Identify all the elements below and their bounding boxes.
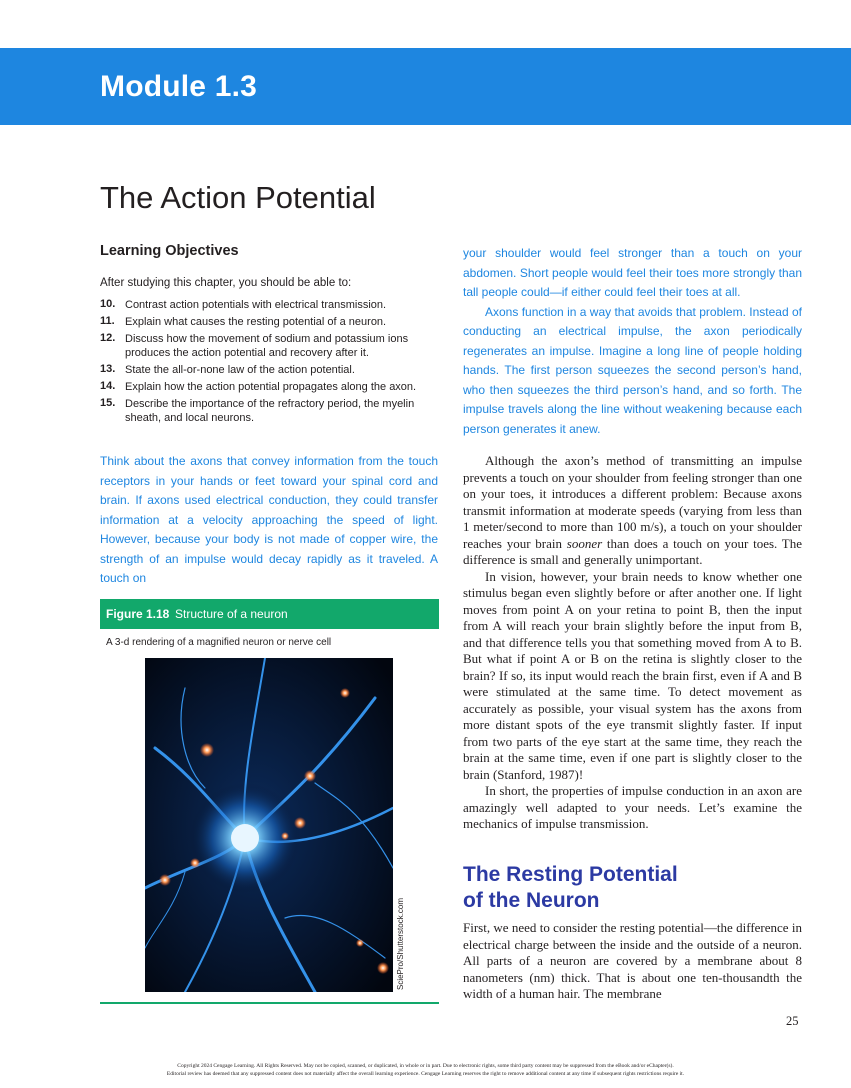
list-item bbox=[100, 313, 440, 330]
objective-number: 10. bbox=[100, 298, 116, 310]
paragraph: First, we need to consider the resting potential—the difference in electrical charge between the inside and the outside of a neuron. All parts of a neuron are covered by a membrane about 8 nanometers (nm) thick. That is about one ten-thousandth the width of a human hair. The membrane bbox=[463, 920, 802, 1001]
page-number: 25 bbox=[786, 1014, 799, 1028]
learning-objectives-intro: After studying this chapter, you should be able to: bbox=[100, 277, 352, 289]
learning-objectives-list bbox=[100, 296, 440, 426]
paragraph: In short, the properties of impulse conduction in an axon are amazingly well adapted to your needs. Let’s examine the mechanics of impulse transmission. bbox=[463, 783, 802, 831]
emphasis-text: sooner bbox=[566, 535, 603, 551]
paragraph bbox=[463, 453, 802, 569]
section-body bbox=[463, 920, 802, 1003]
list-item bbox=[100, 378, 440, 395]
objective-text: Describe the importance of the refractory period, the myelin sheath, and local neurons. bbox=[125, 397, 415, 424]
paragraph: In vision, however, your brain needs to know whether one stimulus began even slightly before or after another one. If light moves from point A on your retina to point B, then the input from A will reach your brain slightly before the input from B, and that difference tells you that something moved from A to B. But what if point A or B on the retina is slightly closer to the brain? If so, its input would reach the brain first, even if A and B were stimulated at the same time. To detect movement as accurately as possible, your visual system has the axons from more distant spots of the eye transmit slightly faster. If input from two parts of the eye start at the same time, they reach the brain at the same time, even if one part is slightly closer to the brain (Stanford, 1987)! bbox=[463, 568, 802, 782]
figure-caption: A 3-d rendering of a magnified neuron or nerve cell bbox=[106, 637, 332, 648]
neuron-image bbox=[145, 658, 393, 992]
figure-title: Structure of a neuron bbox=[175, 607, 288, 621]
image-credit: SciePro/Shutterstock.com bbox=[396, 897, 405, 990]
list-item bbox=[100, 330, 440, 361]
section-heading-line: The Resting Potential bbox=[463, 863, 678, 886]
objective-text: Explain what causes the resting potential of a neuron. bbox=[125, 315, 387, 328]
section-heading-line: of the Neuron bbox=[463, 889, 600, 912]
figure-label: Figure 1.18 bbox=[106, 607, 170, 621]
figure-bottom-rule bbox=[100, 1002, 439, 1004]
objective-number: 15. bbox=[100, 397, 116, 409]
chapter-title: The Action Potential bbox=[100, 180, 376, 215]
objective-text: Discuss how the movement of sodium and potassium ions produces the action potential and recovery after it. bbox=[125, 332, 409, 359]
list-item bbox=[100, 361, 440, 378]
list-item bbox=[100, 296, 440, 313]
objective-number: 14. bbox=[100, 380, 116, 392]
text-run: Although the axon’s method of transmitting an impulse prevents a touch on your shoulder from feeling stronger than one on your toes, it introduces a different problem: Because axons transmit information at moderate speeds (varying from less than 1 meter/second to more than 100 m/s), a touch on your shoulder reaches your brain bbox=[463, 453, 802, 551]
objective-number: 12. bbox=[100, 332, 116, 344]
copyright-footer bbox=[0, 1062, 851, 1078]
intro-paragraph: Think about the axons that convey information from the touch receptors in your hands or feet toward your spinal cord and brain. If axons used electrical conduction, they could transfer information at a velocity approaching the speed of light. However, because your body is not made of copper wire, the strength of an impulse would decay rapidly as it traveled. A touch on bbox=[100, 454, 438, 585]
paragraph: Axons function in a way that avoids that problem. Instead of conducting an electrical impulse, the axon periodically regenerates an impulse. Imagine a long line of people holding hands. The first person squeezes the second person’s hand, who then squeezes the third person’s hand, and so forth. The impulse travels along the line without weakening because each person generates it anew. bbox=[463, 304, 802, 436]
footer-line: Editorial review has deemed that any suppressed content does not materially affect the overall learning experience. Cengage Learning reserves the right to remove additional content at any time if subsequent rights restrictions require it. bbox=[166, 1071, 685, 1077]
objective-text: Contrast action potentials with electrical transmission. bbox=[125, 298, 387, 311]
text-run: than does a touch on your toes. The difference is small and generally unimportant. bbox=[463, 535, 803, 567]
module-label: Module 1.3 bbox=[100, 70, 258, 103]
learning-objectives-heading: Learning Objectives bbox=[100, 243, 239, 259]
objective-number: 13. bbox=[100, 363, 116, 375]
objective-text: State the all-or-none law of the action potential. bbox=[125, 363, 355, 376]
body-text bbox=[463, 453, 802, 833]
footer-line: Copyright 2024 Cengage Learning. All Rights Reserved. May not be copied, scanned, or duplicated, in whole or in part. Due to electronic rights, some third party content may be suppressed from the eBook and/or eChapter(s). bbox=[177, 1063, 674, 1069]
objective-text: Explain how the action potential propagates along the axon. bbox=[125, 380, 417, 393]
section-heading bbox=[463, 862, 678, 914]
figure-title-bar bbox=[100, 599, 439, 629]
list-item bbox=[100, 395, 440, 426]
right-blue-text bbox=[463, 244, 802, 439]
paragraph: your shoulder would feel stronger than a touch on your abdomen. Short people would feel their toes more strongly than tall people could—if either could feel their toes at all. bbox=[463, 246, 802, 299]
objective-number: 11. bbox=[100, 315, 115, 327]
